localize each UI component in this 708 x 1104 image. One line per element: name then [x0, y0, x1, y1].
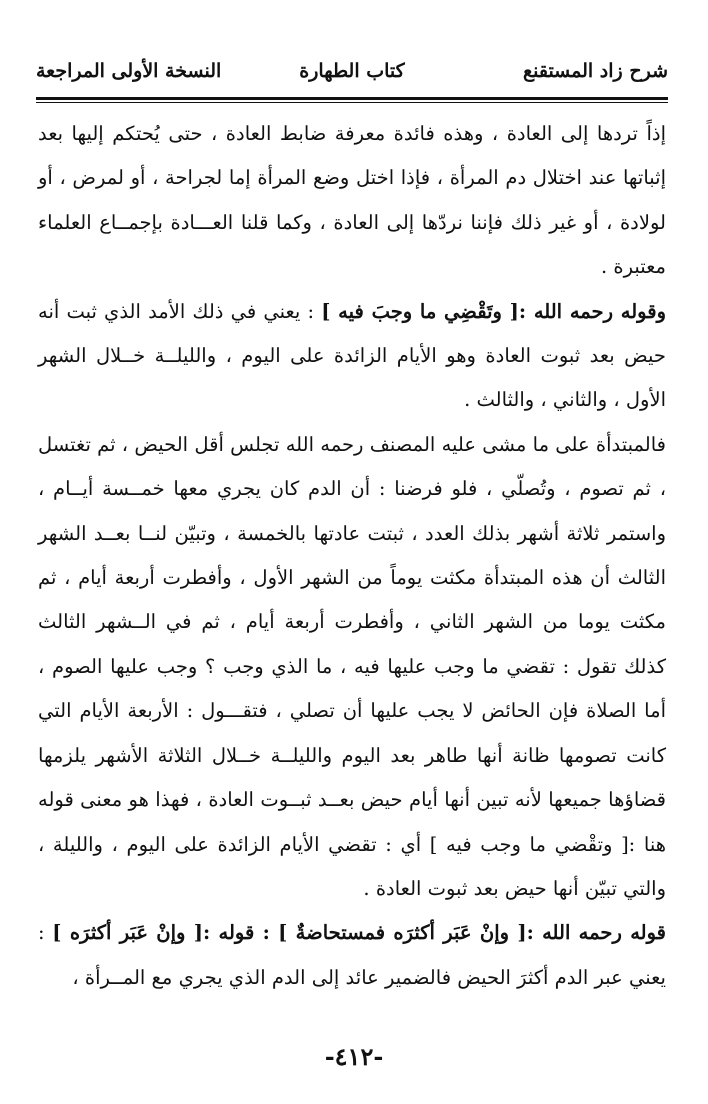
page-number: -٤١٢-	[324, 1042, 384, 1071]
matn-quote: قوله رحمه الله :[ وإنْ عَبَر أكثرَه فمستحاضةٌ ] : قوله :[ وإنْ عَبَر أكثرَه ]	[52, 921, 666, 945]
paragraph	[38, 911, 666, 1000]
edition-label: النسخة الأولى المراجعة	[36, 60, 222, 82]
paragraph	[38, 112, 666, 290]
chapter-title: كتاب الطهارة	[299, 60, 405, 82]
paragraph	[38, 290, 666, 423]
header-rule-thick	[36, 97, 668, 100]
paragraph	[38, 423, 666, 911]
book-title: شرح زاد المستقنع	[522, 60, 668, 82]
paragraph-text: إذاً تردها إلى العادة ، وهذه فائدة معرفة ضابط العادة ، حتى يُحتكم إليها بعد إثباتها عند اختلال دم المرأة ، فإذا اختل وضع المرأة إما لجراحة ، أو لمرض ، أو لولادة ، أو غير ذلك فإننا نردّها إلى العادة ، وكما قلنا العـــادة بإجمــاع العلماء معتبرة .	[38, 122, 666, 279]
header-rule-thin	[36, 102, 668, 103]
paragraph-text: : يعني عبر الدم أكثرَ الحيض فالضمير عائد إلى الدم الذي يجري مع المــرأة ،	[38, 921, 666, 989]
paragraph-text: : يعني في ذلك الأمد الذي ثبت أنه حيض بعد ثبوت العادة وهو الأيام الزائدة على اليوم ، والليلــة خــلال الشهر الأول ، والثاني ، والثالث .	[38, 299, 666, 412]
body-text	[38, 112, 666, 1000]
matn-quote: وقوله رحمه الله :[ وتَقْضِي ما وجبَ فيه ]	[321, 299, 666, 323]
paragraph-text: فالمبتدأة على ما مشى عليه المصنف رحمه الله تجلس أقل الحيض ، ثم تغتسل ، ثم تصوم ، وتُصلّي ، فلو فرضنا : أن الدم كان يجري معها خمــسة أيــام ، واستمر ثلاثة أشهر بذلك العدد ، ثبتت عادتها بالخمسة ، وتبيّن لنــا بعــد الشهر الثالث أن هذه المبتدأة مكثت يوماً من الشهر الأول ، وأفطرت أربعة أيام ، ثم مكثت يوما من الشهر الثاني ، وأفطرت أربعة أيام ، ثم في الــشهر الثالث كذلك تقول : تقضي ما وجب عليها فيه ، ما الذي وجب ؟ وجب عليها الصوم ، أما الصلاة فإن الحائض لا يجب عليها أن تصلي ، فتقـــول : الأربعة الأيام التي كانت تصومها ظانة أنها طاهر بعد اليوم والليلــة خــلال الثلاثة الأشهر يلزمها قضاؤها جميعها لأنه تبين أنها أيام حيض بعــد ثبــوت العادة ، فهذا هو معنى قوله هنا :[ وتقْضي ما وجب فيه ] أي : تقضي الأيام الزائدة على اليوم ، والليلة ، والتي تبيّن أنها حيض بعد ثبوت العادة .	[38, 432, 666, 900]
page-header	[36, 56, 668, 96]
